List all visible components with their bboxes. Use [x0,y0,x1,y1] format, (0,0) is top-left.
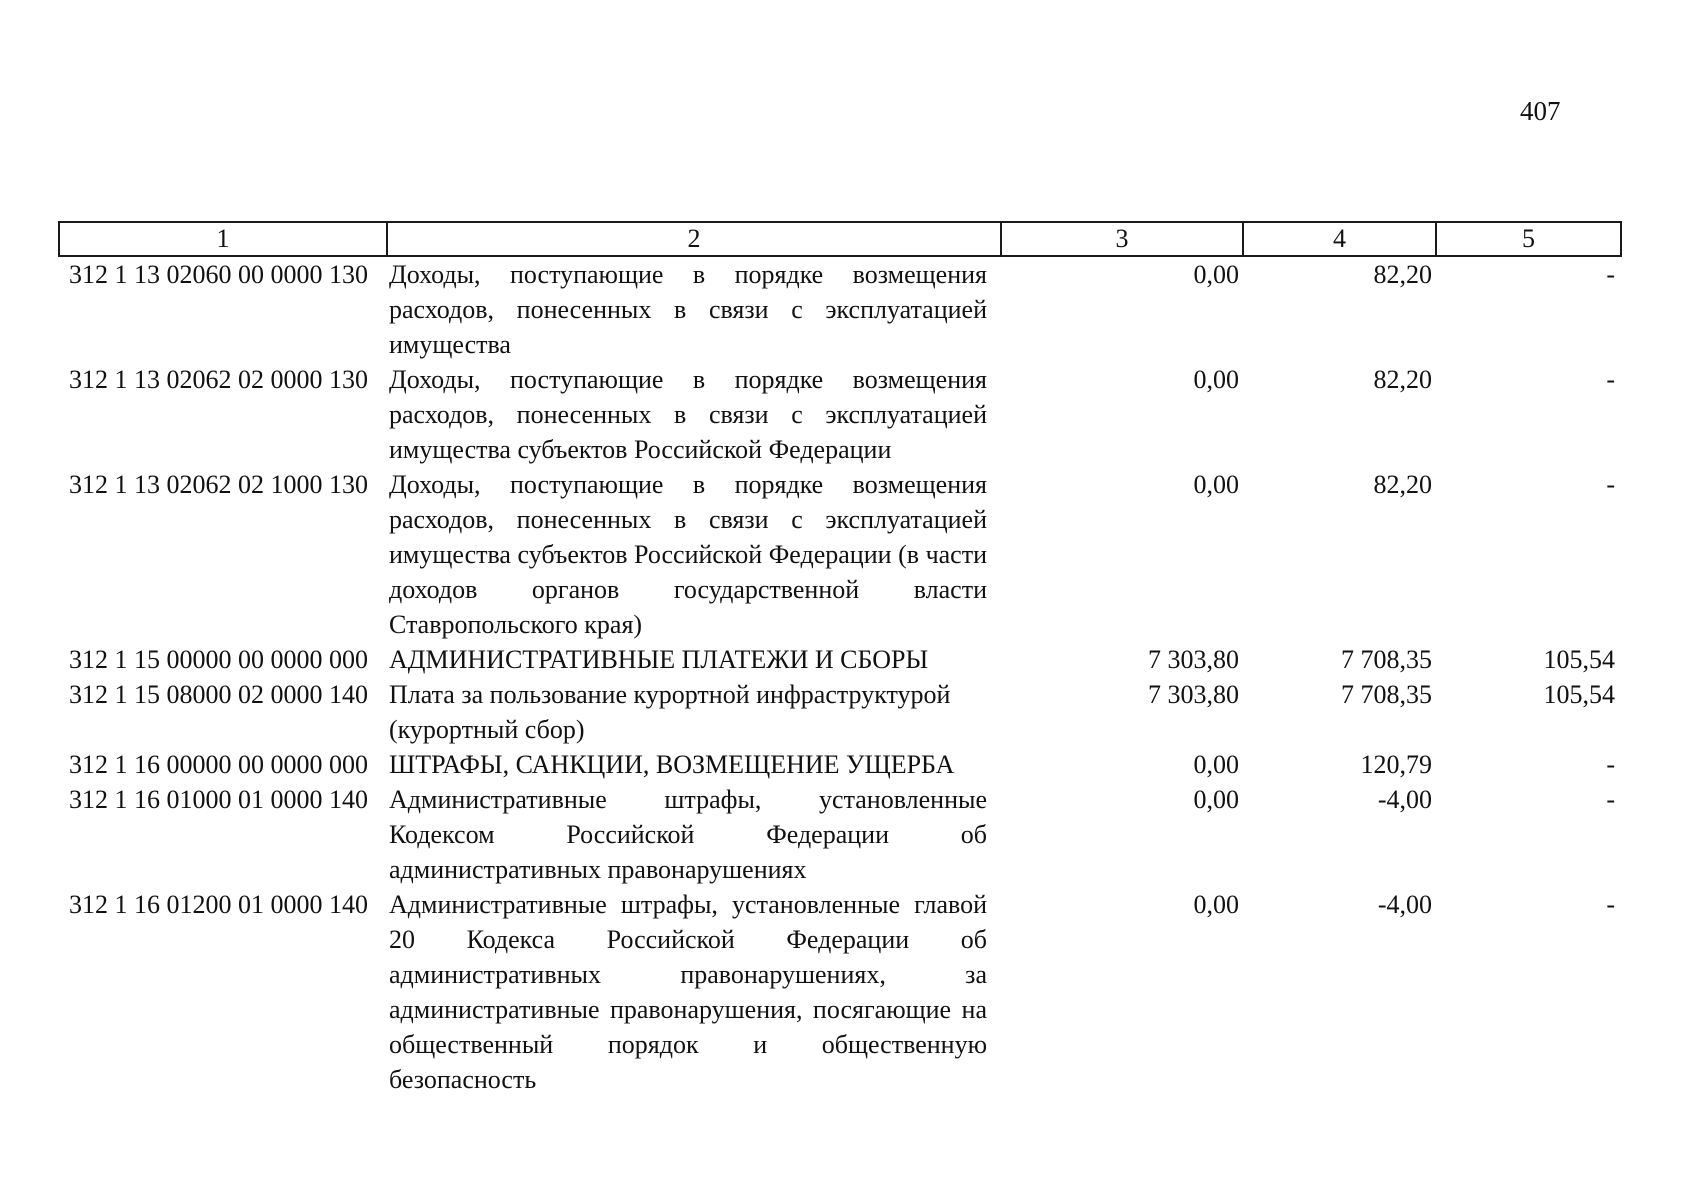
revenue-table-container [58,221,1620,1097]
table-row [59,782,1621,887]
header-col-5: 5 [1436,222,1621,256]
row-col5-value: - [1606,890,1615,919]
row-code: 312 1 15 08000 02 0000 140 [69,680,368,709]
row-col4-value: 7 708,35 [1341,645,1432,674]
table-row [59,467,1621,642]
row-name: Административные штрафы, установленные Кодексом Российской Федерации об административных правонарушениях [389,785,987,884]
table-row [59,256,1621,362]
header-col-1: 1 [59,222,387,256]
table-row [59,362,1621,467]
row-name: Плата за пользование курортной инфраструктурой (курортный сбор) [389,680,951,744]
row-col4-value: 82,20 [1373,260,1432,289]
row-col5-value: - [1606,365,1615,394]
table-row [59,747,1621,782]
page-number: 407 [1520,96,1561,126]
row-col4-value: -4,00 [1377,890,1432,919]
row-name: Доходы, поступающие в порядке возмещения расходов, понесенных в связи с эксплуатацией имущества [389,260,987,359]
row-code: 312 1 13 02062 02 1000 130 [69,470,368,499]
row-col3-value: 7 303,80 [1148,645,1239,674]
row-col4-value: 82,20 [1373,470,1432,499]
row-code: 312 1 15 00000 00 0000 000 [69,645,368,674]
table-header [59,222,1621,256]
table-row [59,642,1621,677]
row-name: Доходы, поступающие в порядке возмещения расходов, понесенных в связи с эксплуатацией имущества субъектов Российской Федерации (в части доходов органов государственной власти Ставропольского края) [389,470,987,639]
row-col5-value: - [1606,785,1615,814]
row-col3-value: 0,00 [1193,750,1239,779]
row-col3-value: 0,00 [1193,785,1239,814]
header-col-4: 4 [1243,222,1436,256]
header-row [59,222,1621,256]
table-row [59,887,1621,1097]
row-col4-value: 7 708,35 [1341,680,1432,709]
header-col-2: 2 [387,222,1001,256]
header-col-3: 3 [1001,222,1243,256]
row-col5-value: - [1606,750,1615,779]
row-col3-value: 0,00 [1193,260,1239,289]
row-code: 312 1 16 01200 01 0000 140 [69,890,368,919]
row-col3-value: 7 303,80 [1148,680,1239,709]
row-col5-value: 105,54 [1543,645,1615,674]
row-col5-value: 105,54 [1543,680,1615,709]
row-name: Административные штрафы, установленные главой 20 Кодекса Российской Федерации об административных правонарушениях, за административные правонарушения, посягающие на общественный порядок и общественную безопасность [389,890,987,1094]
table-body [59,256,1621,1097]
row-col3-value: 0,00 [1193,470,1239,499]
row-code: 312 1 16 01000 01 0000 140 [69,785,368,814]
table-row [59,677,1621,747]
row-col5-value: - [1606,470,1615,499]
row-name: Доходы, поступающие в порядке возмещения расходов, понесенных в связи с эксплуатацией имущества субъектов Российской Федерации [389,365,987,464]
row-col3-value: 0,00 [1193,365,1239,394]
row-name: ШТРАФЫ, САНКЦИИ, ВОЗМЕЩЕНИЕ УЩЕРБА [389,750,955,779]
row-col4-value: 82,20 [1373,365,1432,394]
row-col3-value: 0,00 [1193,890,1239,919]
row-code: 312 1 13 02060 00 0000 130 [69,260,368,289]
row-col4-value: -4,00 [1377,785,1432,814]
row-code: 312 1 16 00000 00 0000 000 [69,750,368,779]
revenue-table [58,221,1622,1097]
row-col4-value: 120,79 [1360,750,1432,779]
row-col5-value: - [1606,260,1615,289]
row-code: 312 1 13 02062 02 0000 130 [69,365,368,394]
row-name: АДМИНИСТРАТИВНЫЕ ПЛАТЕЖИ И СБОРЫ [389,645,929,674]
